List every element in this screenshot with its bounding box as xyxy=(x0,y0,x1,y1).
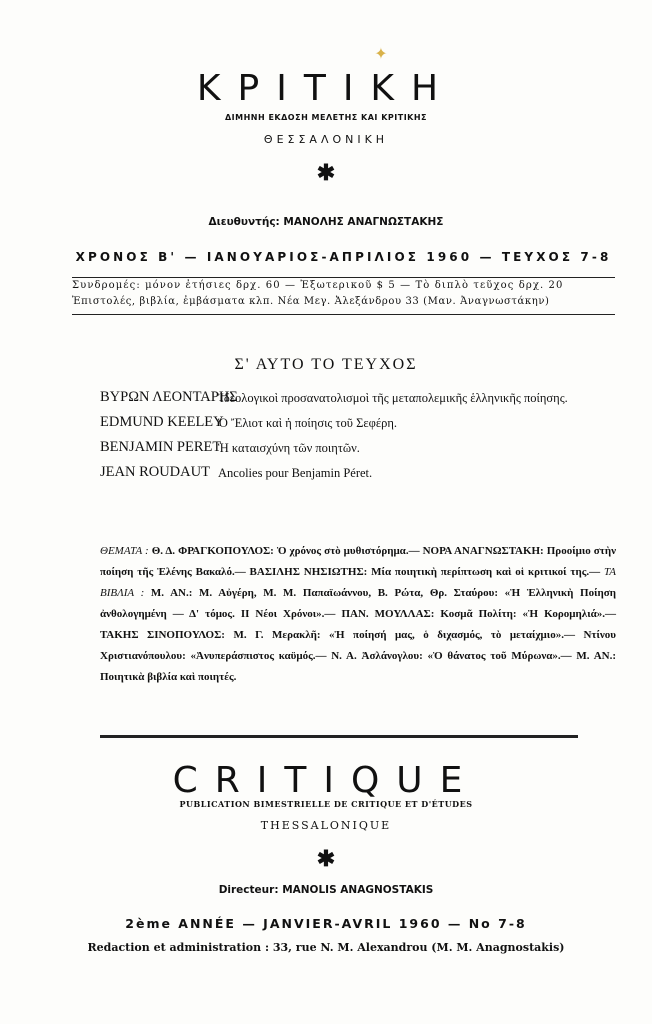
author: EDMUND KEELEY xyxy=(100,414,224,430)
greek-issue-line: ΧΡΟΝΟΣ Β' — ΙΑΝΟΥΑΡΙΟΣ-ΑΠΡΙΛΙΟΣ 1960 — ΤΕΥΧΟΣ 7-8 xyxy=(75,250,612,264)
books-label: ΤΑ ΒΙΒΛΙΑ : xyxy=(100,566,617,599)
french-address-line: Redaction et administration : 33, rue N. M. Alexandrou (M. M. Anagnostakis) xyxy=(87,941,565,954)
article-title: Ὁ Ἔλιοτ καὶ ἡ ποίησις τοῦ Σεφέρη. xyxy=(218,416,397,430)
divider xyxy=(72,314,615,315)
contents-entry xyxy=(100,439,620,458)
table-of-contents xyxy=(100,389,620,489)
author: JEAN ROUDAUT xyxy=(100,464,210,480)
themes-paragraph xyxy=(100,541,616,688)
books-text: Μ. ΑΝ.: Μ. Αὐγέρη, Μ. Μ. Παπαϊωάννου, Β. Ρώτα, Θρ. Σταύρου: «Ἡ Ἑλληνικὴ Ποίηση ἀνθολογημένη — Δ' τόμος. ΙΙ Νέοι Χρόνοι».— ΠΑΝ. ΜΟΥΛΛΑΣ: Κοσμᾶ Πολίτη: «Ἡ Κορομηλιά».— ΤΑΚΗΣ ΣΙΝΟΠΟΥΛΟΣ: Μ. Γ. Μερακλῆ: «Ἡ ποίησή μας, ὁ διχασμός, τὸ μεταίχμιο».— Ντίνου Χριστιανόπουλου: «Ἀνυπεράσπιστος καϋμός.— Ν. Α. Ἀσλάνογλου: «Ὁ θάνατος τοῦ Μύρωνα».— Μ. ΑΝ.: Ποιητικὰ βιβλία καὶ ποιητές. xyxy=(100,587,616,683)
greek-title: ΚΡΙΤΙΚΗ xyxy=(196,68,456,109)
article-title: Ἰδεολογικοὶ προσανατολισμοὶ τῆς μεταπολεμικῆς ἑλληνικῆς ποίησης. xyxy=(218,391,568,405)
french-title: CRITIQUE xyxy=(172,760,480,801)
author: ΒΥΡΩΝ ΛΕΟΝΤΑΡΗΣ xyxy=(100,389,238,405)
french-subtitle: PUBLICATION BIMESTRIELLE DE CRITIQUE ET D'ÉTUDES xyxy=(179,799,473,809)
contents-entry xyxy=(100,414,620,433)
french-director xyxy=(0,884,652,896)
ink-mark: ✦ xyxy=(374,44,388,63)
director-name: MANOLIS ANAGNOSTAKIS xyxy=(282,884,434,896)
address-line: Ἐπιστολές, βιβλία, ἐμβάσματα κλπ. Νέα Μεγ. Ἀλεξάνδρου 33 (Μαν. Ἀναγνωστάκην) xyxy=(72,296,550,307)
greek-director xyxy=(0,216,652,228)
contents-entry xyxy=(100,389,620,408)
director-name: ΜΑΝΟΛΗΣ ΑΝΑΓΝΩΣΤΑΚΗΣ xyxy=(283,216,444,228)
ornament-asterisk: ✱ xyxy=(316,846,336,872)
contents-entry xyxy=(100,464,620,483)
article-title: Ancolies pour Benjamin Péret. xyxy=(218,466,373,480)
french-city: THESSALONIQUE xyxy=(260,819,392,832)
director-label: Directeur: xyxy=(218,884,279,896)
french-issue-line: 2ème ANNÉE — JANVIER-AVRIL 1960 — No 7-8 xyxy=(125,916,527,931)
greek-subtitle: ΔΙΜΗΝΗ ΕΚΔΟΣΗ ΜΕΛΕΤΗΣ ΚΑΙ ΚΡΙΤΙΚΗΣ xyxy=(224,113,428,122)
greek-city: ΘΕΣΣΑΛΟΝΙΚΗ xyxy=(263,133,389,146)
contents-heading: Σ' ΑΥΤΟ ΤΟ ΤΕΥΧΟΣ xyxy=(234,356,418,373)
section-divider xyxy=(100,735,578,738)
article-title: Ἡ καταισχύνη τῶν ποιητῶν. xyxy=(218,441,360,455)
subscription-line: Συνδρομές: μόνον ἐτήσιες δρχ. 60 — Ἐξωτερικοῦ $ 5 — Τὸ διπλὸ τεῦχος δρχ. 20 xyxy=(72,280,564,291)
author: BENJAMIN PERET xyxy=(100,439,222,455)
themes-text: Θ. Δ. ΦΡΑΓΚΟΠΟΥΛΟΣ: Ὁ χρόνος στὸ μυθιστόρημα.— ΝΟΡΑ ΑΝΑΓΝΩΣΤΑΚΗ: Προοίμιο στὴν ποίηση τῆς Ἑλένης Βακαλό.— ΒΑΣΙΛΗΣ ΝΗΣΙΩΤΗΣ: Μία ποιητικὴ περίπτωση καὶ οἱ κριτικοί της.— xyxy=(100,545,616,578)
divider xyxy=(72,277,615,278)
ornament-asterisk: ✱ xyxy=(316,160,336,186)
themes-label: ΘΕΜΑΤΑ : xyxy=(100,545,149,557)
director-label: Διευθυντής: xyxy=(208,216,280,228)
